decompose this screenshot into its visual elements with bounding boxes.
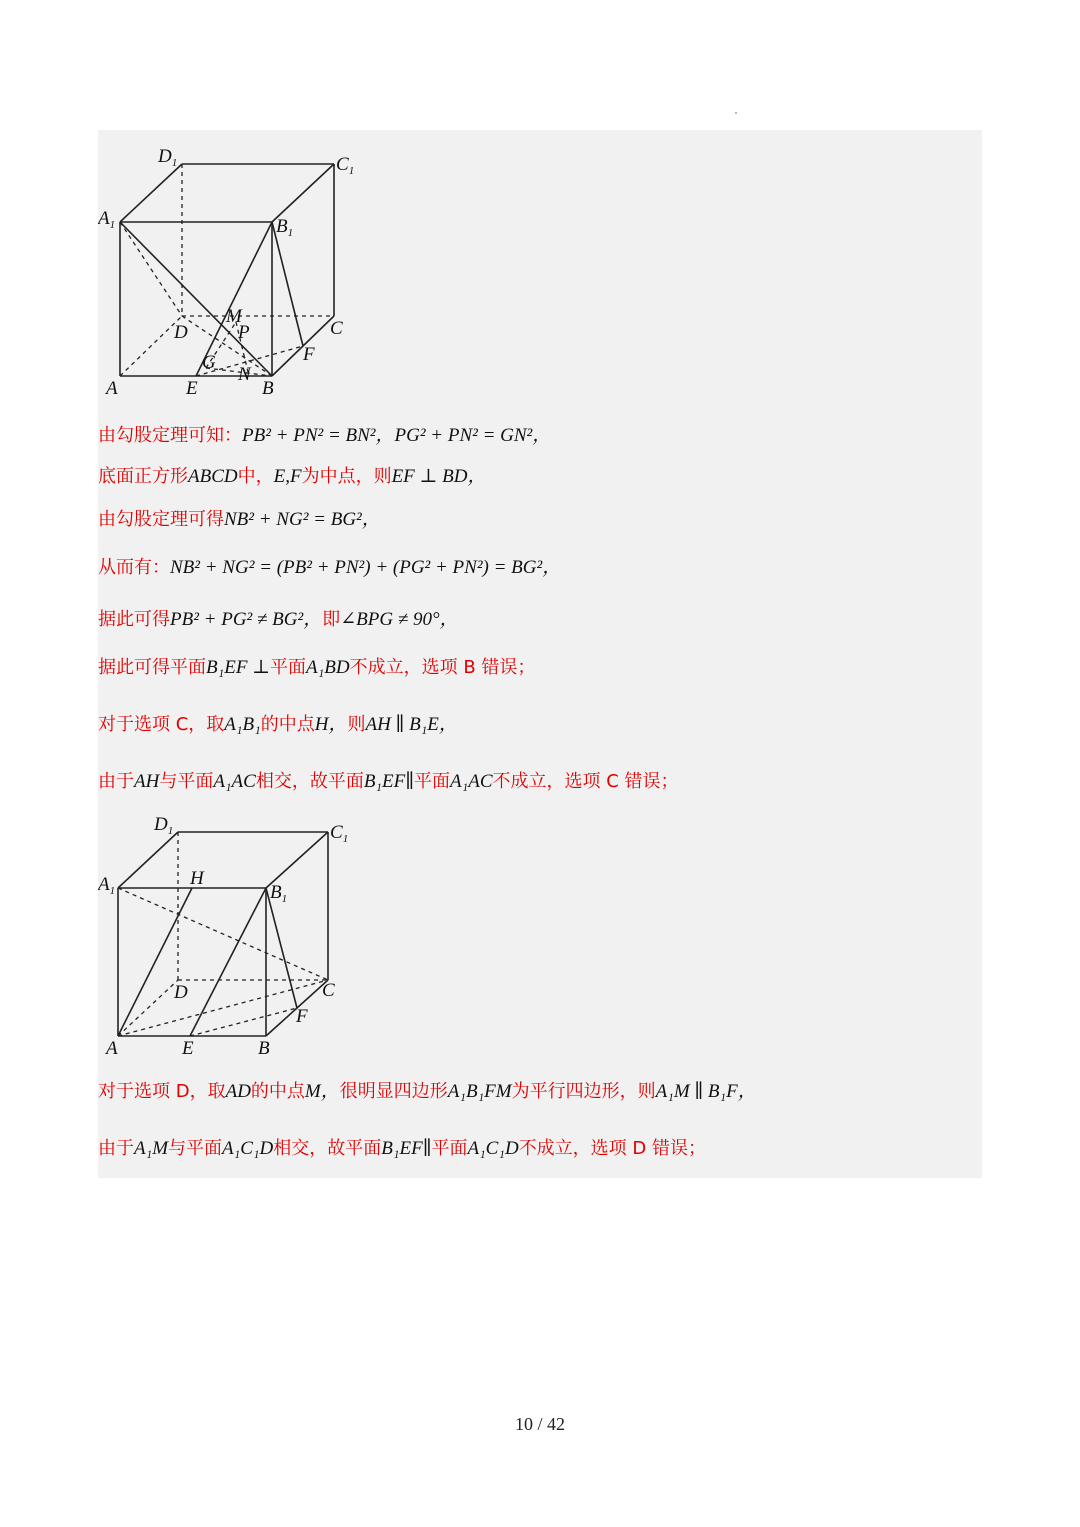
line-7-text-c: 则 — [347, 714, 366, 735]
solution-panel — [98, 130, 982, 1178]
scan-dot — [735, 112, 737, 114]
line-6-text-c: 不成立，选项 B 错误； — [349, 657, 536, 678]
fig1-label-A1: $A_1$ — [98, 208, 116, 231]
line-2-math-a: ABCD — [188, 466, 238, 487]
fig2-label-F: F — [296, 1006, 308, 1027]
fig1-label-P: P — [238, 322, 250, 343]
fig2-label-B: B — [258, 1038, 270, 1059]
line-6-text-a: 据此可得平面 — [98, 657, 206, 678]
line-4-text: 从而有： — [98, 557, 170, 578]
line-2-math-c: EF ⊥ BD， — [391, 466, 487, 487]
line-10-math-b: A₁C₁D — [222, 1138, 274, 1159]
page-number: 10 / 42 — [514, 1414, 565, 1434]
fig1-label-M: M — [226, 306, 242, 327]
line-2-text-a: 底面正方形 — [98, 466, 188, 487]
fig1-label-D: D — [174, 322, 188, 343]
line-9-text-b: 的中点 — [250, 1081, 305, 1102]
fig1-label-D1: $D_1$ — [158, 146, 178, 169]
fig2-label-D1: $D_1$ — [154, 814, 174, 837]
line-9 — [98, 1080, 757, 1104]
line-6-text-b: 平面 — [270, 657, 307, 678]
line-10-math-a: A₁M — [134, 1138, 169, 1159]
line-9-text-d: 为平行四边形，则 — [511, 1081, 656, 1102]
line-8 — [98, 770, 679, 794]
line-9-text-a: 对于选项 D，取 — [98, 1081, 226, 1102]
line-9-text-c: 很明显四边形 — [339, 1081, 448, 1102]
line-10-text-a: 由于 — [98, 1138, 134, 1159]
fig1-label-C1: $C_1$ — [336, 154, 355, 177]
line-7-math-b: H， — [314, 714, 348, 735]
line-6-math-a: B₁EF ⊥ — [206, 657, 271, 678]
fig1-label-C: C — [330, 318, 343, 339]
cube-figure-1-svg — [98, 142, 378, 404]
line-8-text-d: 平面 — [414, 771, 451, 792]
fig2-label-H: H — [190, 868, 204, 889]
cube-figure-2 — [98, 810, 358, 1066]
line-8-text-b: 与平面 — [159, 771, 214, 792]
line-6-math-b: A₁BD — [306, 657, 350, 678]
line-9-math-a: AD — [225, 1081, 251, 1102]
fig1-label-F: F — [303, 344, 315, 365]
line-3-math: NB² + NG² = BG²， — [224, 509, 381, 530]
fig1-label-B: B — [262, 378, 274, 399]
line-10-math-c: B₁EF∥ — [381, 1138, 432, 1159]
line-7-math-c: AH ∥ B₁E， — [365, 714, 458, 735]
line-5-math-a: PB² + PG² ≠ BG²， — [170, 609, 323, 630]
fig2-label-D: D — [174, 982, 188, 1003]
line-5-text-b: 即 — [322, 609, 341, 630]
line-10-text-c: 相交，故平面 — [273, 1138, 382, 1159]
line-5-text-a: 据此可得 — [98, 609, 170, 630]
line-10-math-d: A₁C₁D — [467, 1138, 519, 1159]
line-8-text-c: 相交，故平面 — [255, 771, 364, 792]
line-10-text-d: 平面 — [431, 1138, 468, 1159]
fig2-label-A1: $A_1$ — [98, 874, 116, 897]
line-2-text-b: 中， — [237, 466, 274, 487]
line-3-text: 由勾股定理可得 — [98, 509, 224, 530]
line-1 — [98, 424, 551, 448]
line-5-math-b: ∠BPG ≠ 90°， — [340, 609, 459, 630]
fig2-label-B1: $B_1$ — [270, 882, 288, 905]
line-9-math-c: A₁B₁FM — [447, 1081, 512, 1102]
line-7 — [98, 713, 458, 737]
fig2-label-C: C — [322, 980, 335, 1001]
line-9-math-b: M， — [304, 1081, 340, 1102]
line-8-text-e: 不成立，选项 C 错误； — [492, 771, 679, 792]
fig1-label-A: A — [106, 378, 118, 399]
line-1-text: 由勾股定理可知： — [98, 425, 242, 446]
line-1-math: PB² + PN² = BN²，PG² + PN² = GN²， — [242, 425, 552, 446]
fig2-label-A: A — [106, 1038, 118, 1059]
line-2-text-c: 为中点，则 — [301, 466, 392, 487]
line-7-math-a: A₁B₁ — [224, 714, 261, 735]
fig1-label-G: G — [202, 352, 216, 373]
cube-figure-1 — [98, 142, 378, 404]
fig1-label-N: N — [238, 364, 251, 385]
line-9-math-d: A₁M ∥ B₁F， — [655, 1081, 757, 1102]
line-3 — [98, 508, 381, 532]
line-2 — [98, 465, 487, 489]
line-4 — [98, 556, 561, 580]
line-10-text-b: 与平面 — [168, 1138, 223, 1159]
line-8-text-a: 由于 — [98, 771, 134, 792]
fig1-label-E: E — [186, 378, 198, 399]
fig1-label-B1: $B_1$ — [276, 216, 294, 239]
line-2-math-b: E,F — [273, 466, 302, 487]
line-7-text-b: 的中点 — [260, 714, 315, 735]
fig2-label-C1: $C_1$ — [330, 822, 349, 845]
cube-figure-2-svg — [98, 810, 358, 1066]
line-7-text-a: 对于选项 C，取 — [98, 714, 225, 735]
line-8-math-a: AH — [134, 771, 160, 792]
line-6 — [98, 656, 535, 680]
line-4-math: NB² + NG² = (PB² + PN²) + (PG² + PN²) = BG²， — [170, 557, 562, 578]
line-8-math-c: B₁EF∥ — [363, 771, 415, 792]
line-8-math-b: A₁AC — [213, 771, 256, 792]
line-10 — [98, 1137, 706, 1161]
line-8-math-d: A₁AC — [450, 771, 493, 792]
fig2-label-E: E — [182, 1038, 194, 1059]
line-10-text-e: 不成立，选项 D 错误； — [518, 1138, 706, 1159]
line-5 — [98, 608, 459, 632]
